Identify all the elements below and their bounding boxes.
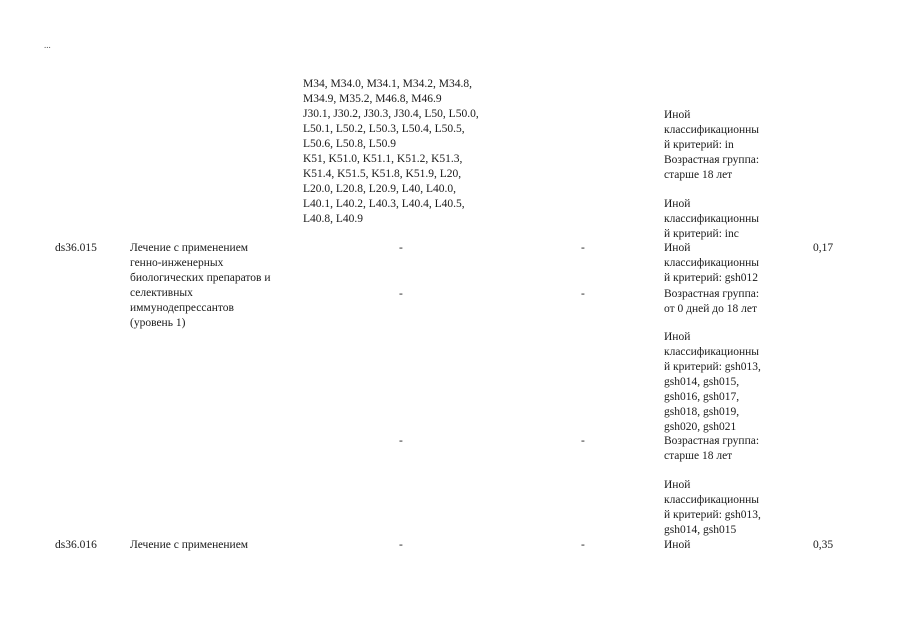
criteria-line: от 0 дней до 18 лет <box>664 303 757 315</box>
header-dots: ... <box>44 40 51 50</box>
codes-line: L50.6, L50.8, L50.9 <box>303 138 396 150</box>
criteria-line: й критерий: gsh012 <box>664 272 759 284</box>
criteria-line: классификационны <box>664 346 760 358</box>
criteria-line: Возрастная группа: <box>664 288 760 300</box>
dash-cell: - <box>399 242 403 254</box>
criteria-line: старше 18 лет <box>664 450 733 462</box>
codes-line: M34, M34.0, M34.1, M34.2, M34.8, <box>303 78 473 90</box>
codes-line: K51.4, K51.5, K51.8, K51.9, L20, <box>303 168 462 180</box>
dash-cell: - <box>399 539 403 551</box>
criteria-line: классификационны <box>664 124 760 136</box>
criteria-line: старше 18 лет <box>664 169 733 181</box>
row-coefficient: 0,17 <box>813 242 834 254</box>
dash-cell: - <box>399 288 403 300</box>
criteria-line: классификационны <box>664 213 760 225</box>
codes-line: M34.9, M35.2, M46.8, M46.9 <box>303 93 442 105</box>
row-code: ds36.016 <box>55 539 97 551</box>
row-name-line: Лечение с применением <box>130 242 249 254</box>
dash-cell: - <box>399 435 403 447</box>
codes-line: L20.0, L20.8, L20.9, L40, L40.0, <box>303 183 456 195</box>
criteria-line: gsh014, gsh015 <box>664 524 737 536</box>
criteria-line: й критерий: in <box>664 139 734 151</box>
criteria-line: Иной <box>664 109 691 121</box>
dash-cell: - <box>581 288 585 300</box>
dash-cell: - <box>581 539 585 551</box>
criteria-line: й критерий: gsh013, <box>664 509 761 521</box>
criteria-line: Иной <box>664 331 691 343</box>
criteria-line: Иной <box>664 198 691 210</box>
criteria-line: й критерий: inc <box>664 228 739 240</box>
dash-cell: - <box>581 435 585 447</box>
criteria-line: Возрастная группа: <box>664 154 760 166</box>
criteria-line: Иной <box>664 479 691 491</box>
codes-line: K51, K51.0, K51.1, K51.2, K51.3, <box>303 153 463 165</box>
criteria-line: gsh020, gsh021 <box>664 421 737 433</box>
criteria-line: Возрастная группа: <box>664 435 760 447</box>
criteria-line: gsh014, gsh015, <box>664 376 740 388</box>
row-name-line: селективных <box>130 287 193 299</box>
criteria-line: классификационны <box>664 494 760 506</box>
criteria-line: Иной <box>664 242 691 254</box>
dash-cell: - <box>581 242 585 254</box>
codes-line: L40.8, L40.9 <box>303 213 364 225</box>
criteria-line: классификационны <box>664 257 760 269</box>
row-coefficient: 0,35 <box>813 539 834 551</box>
row-name-line: иммунодепрессантов <box>130 302 234 314</box>
row-name-line: (уровень 1) <box>130 317 186 329</box>
codes-line: L50.1, L50.2, L50.3, L50.4, L50.5, <box>303 123 465 135</box>
criteria-line: gsh018, gsh019, <box>664 406 740 418</box>
criteria-line: gsh016, gsh017, <box>664 391 740 403</box>
row-name-line: биологических препаратов и <box>130 272 271 284</box>
row-code: ds36.015 <box>55 242 97 254</box>
criteria-line: й критерий: gsh013, <box>664 361 761 373</box>
row-name-line: Лечение с применением <box>130 539 249 551</box>
codes-line: L40.1, L40.2, L40.3, L40.4, L40.5, <box>303 198 465 210</box>
codes-line: J30.1, J30.2, J30.3, J30.4, L50, L50.0, <box>303 108 479 120</box>
criteria-line: Иной <box>664 539 691 551</box>
row-name-line: генно-инженерных <box>130 257 224 269</box>
